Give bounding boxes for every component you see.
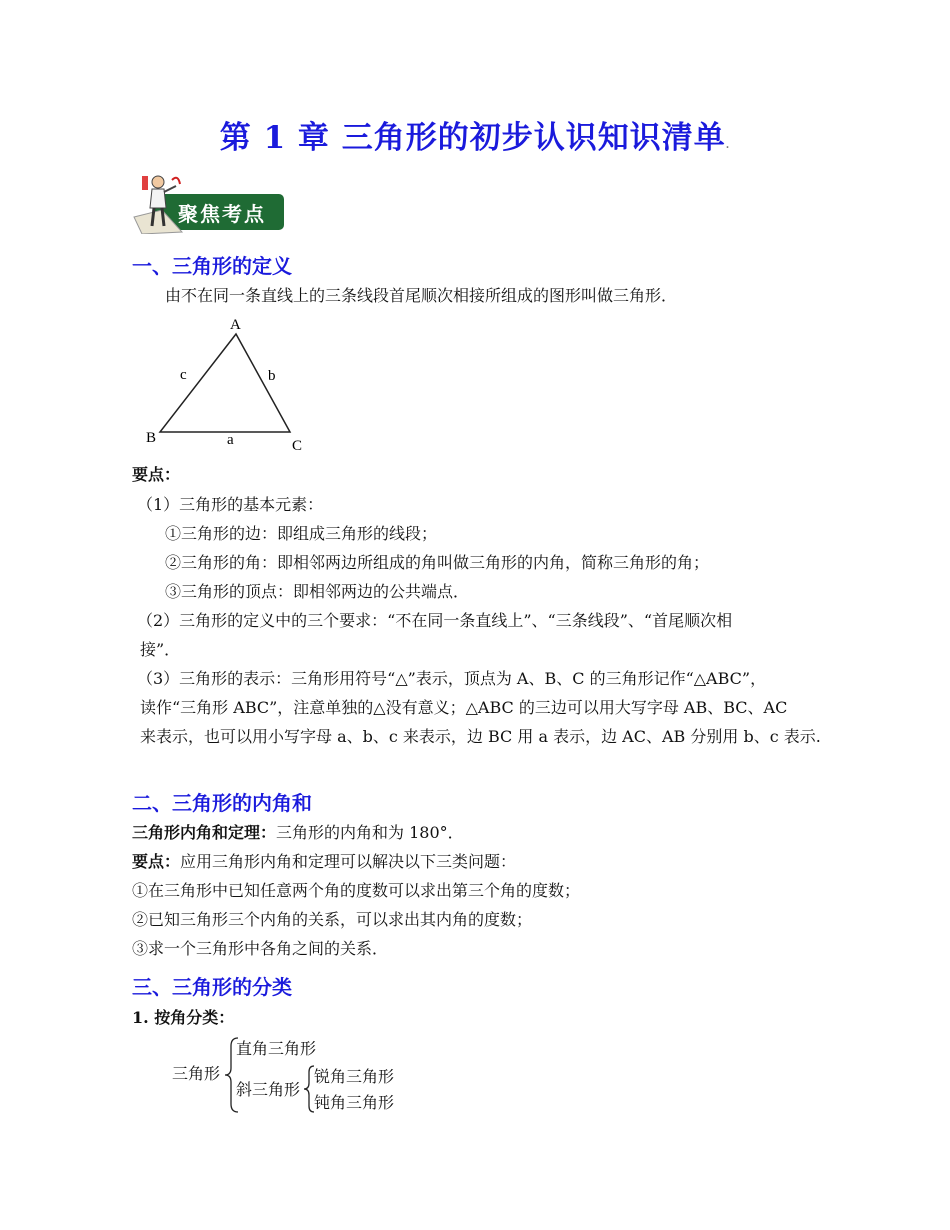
point-1c: ③三角形的顶点：即相邻两边的公共端点． — [165, 582, 470, 601]
focus-badge — [132, 172, 287, 234]
page-title: 第 1 章 三角形的初步认识知识清单. — [219, 120, 731, 156]
section-heading-definition: 一、三角形的定义 — [132, 254, 292, 278]
tree-right-triangle: 直角三角形 — [236, 1039, 317, 1058]
points-label: 要点： — [132, 465, 181, 484]
classify-by-angle-label: 1. 按角分类： — [132, 1008, 235, 1027]
definition-text: 由不在同一条直线上的三条线段首尾顺次相接所组成的图形叫做三角形． — [165, 286, 678, 305]
vertex-a: A — [230, 317, 241, 333]
triangle-diagram — [140, 312, 330, 457]
tree-oblique-triangle: 斜三角形 — [236, 1080, 301, 1099]
tree-root: 三角形 — [172, 1064, 221, 1083]
side-c: c — [180, 367, 187, 383]
section-heading-classification: 三、三角形的分类 — [132, 975, 292, 999]
tree-acute-triangle: 锐角三角形 — [314, 1067, 395, 1086]
point-1: （1）三角形的基本元素： — [137, 495, 324, 514]
vertex-b: B — [146, 430, 157, 446]
angle-item-1: ①在三角形中已知任意两个角的度数可以求出第三个角的度数； — [132, 881, 581, 900]
side-b: b — [268, 368, 276, 384]
angle-item-2: ②已知三角形三个内角的关系，可以求出其内角的度数； — [132, 910, 533, 929]
point-2-line2: 接”． — [140, 640, 181, 659]
point-3-line3: 来表示，也可以用小写字母 a、b、c 来表示，边 BC 用 a 表示，边 AC、AB 分别用 b、c 表示. — [140, 727, 821, 746]
point-1a: ①三角形的边：即组成三角形的线段； — [165, 524, 438, 543]
section-heading-angle-sum: 二、三角形的内角和 — [132, 791, 312, 815]
point-1b: ②三角形的角：即相邻两边所组成的角叫做三角形的内角，简称三角形的角； — [165, 553, 710, 572]
point-3-line2: 读作“三角形 ABC”，注意单独的△没有意义；△ABC 的三边可以用大写字母 AB、BC、AC — [140, 698, 788, 717]
vertex-c: C — [292, 438, 303, 454]
point-2-line1: （2）三角形的定义中的三个要求：“不在同一条直线上”、“三条线段”、“首尾顺次相 — [137, 611, 733, 630]
side-a: a — [227, 432, 234, 448]
theorem: 三角形内角和定理：三角形的内角和为 180°． — [132, 823, 464, 842]
badge-label: 聚焦考点 — [178, 202, 266, 226]
point-3-line1: （3）三角形的表示：三角形用符号“△”表示，顶点为 A、B、C 的三角形记作“△ABC”， — [137, 669, 767, 688]
angle-item-3: ③求一个三角形中各角之间的关系． — [132, 939, 389, 958]
tree-obtuse-triangle: 钝角三角形 — [314, 1093, 395, 1112]
angle-points: 要点：应用三角形内角和定理可以解决以下三类问题： — [132, 852, 517, 871]
